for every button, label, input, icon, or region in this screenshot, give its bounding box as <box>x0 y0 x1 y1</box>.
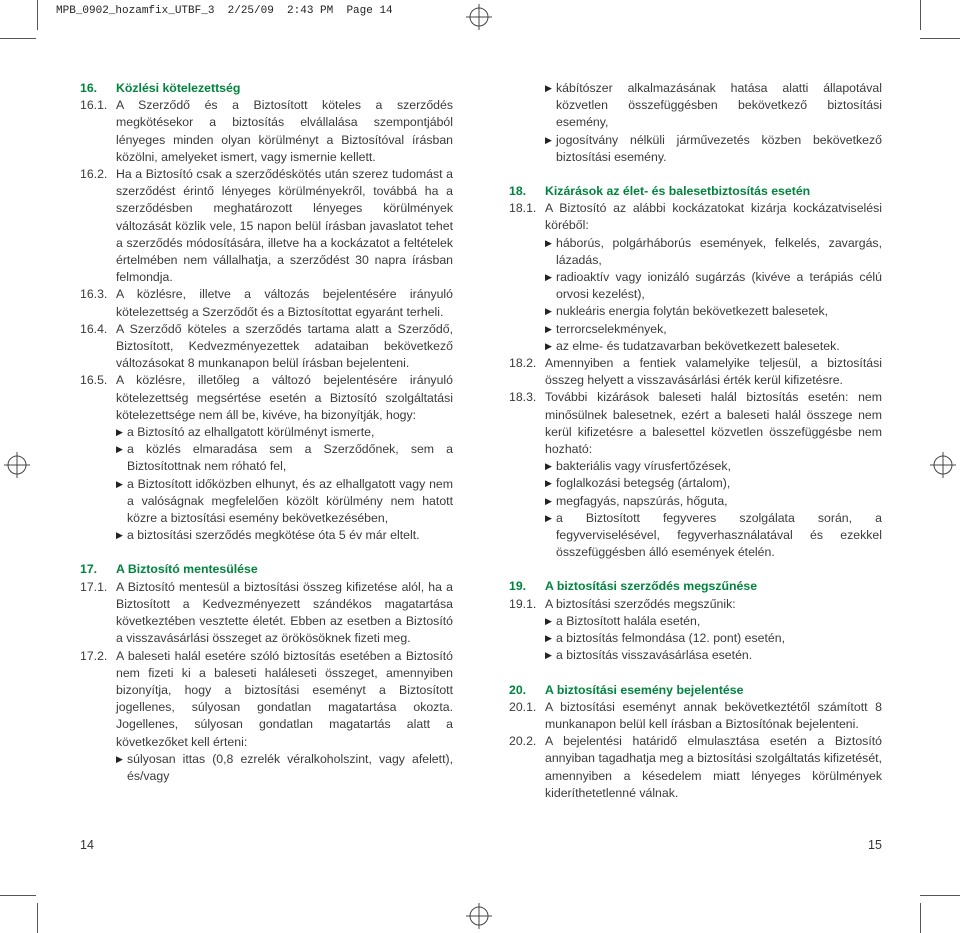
bullet-arrow-icon: ▶ <box>545 633 552 644</box>
clause-17-2: 17.2. A baleseti halál esetére szóló biztosítás esetében a Biztosító nem fizeti ki a baleseti haláleseti összeget, amennyiben bizonyítja, hogy a biztosítási eseményt a Biztosított jogellenes, súlyosan gondatlan magatartása okozta. Jogellenes, súlyosan gondatlan magatartás alatt a következőket kell érteni: <box>80 648 453 749</box>
crop-mark <box>920 903 921 933</box>
clause-20-2: 20.2. A bejelentési határidő elmulasztása esetén a Biztosító annyiban tagadhatja meg a biztosítási szolgáltatás kifizetését, amennyiben a késedelem miatt lényeges körülmények kideríthetetlenné válnak. <box>509 734 882 800</box>
bullet-item: ▶ a Biztosító az elhallgatott körülményt ismerte, <box>116 424 453 441</box>
bullet-arrow-icon: ▶ <box>545 134 552 145</box>
clause-20-1: 20.1. A biztosítási eseményt annak bekövetkeztétől számított 8 munkanapon belül kell írásban a Biztosítónak bejelenteni. <box>509 699 882 731</box>
crop-mark <box>0 38 36 39</box>
bullet-arrow-icon: ▶ <box>545 340 552 351</box>
bullet-arrow-icon: ▶ <box>545 495 552 506</box>
clause-17-1: 17.1. A Biztosító mentesül a biztosítási összeg kifizetése alól, ha a Biztosított a Kedvezményezett szándékos magatartása következtében vesztette életét. Ebben az esetben a Biztosító a visszavásárlási összeget az örökösöknek fizeti meg. <box>80 579 453 646</box>
crop-mark <box>37 903 38 933</box>
clause-19-1: 19.1. A biztosítási szerződés megszűnik: <box>509 596 736 611</box>
bullet-item: ▶ bakteriális vagy vírusfertőzések, <box>545 458 882 475</box>
bullet-item: ▶ háborús, polgárháborús események, felkelés, zavargás, lázadás, <box>545 235 882 269</box>
right-column <box>509 80 882 802</box>
bullet-item: ▶ kábítószer alkalmazásának hatása alatti állapotával közvetlen összefüggésben bekövetkező biztosítási esemény, <box>545 80 882 132</box>
page-number-right: 15 <box>868 838 882 852</box>
section-heading-17: 17. A Biztosító mentesülése <box>80 561 453 578</box>
bullet-item: ▶ a Biztosított időközben elhunyt, és az elhallgatott vagy nem a valóságnak megfelelően közölt körülmény nem hatott közre a biztosítási esemény bekövetkezésében, <box>116 476 453 528</box>
crop-mark <box>920 0 921 30</box>
bullet-item: ▶ jogosítvány nélküli járművezetés közben bekövetkező biztosítási esemény. <box>545 132 882 166</box>
page-number-left: 14 <box>80 838 94 852</box>
registration-mark-icon <box>4 452 30 478</box>
bullet-item: ▶ a közlés elmaradása sem a Szerződőnek, sem a Biztosítottnak nem róható fel, <box>116 441 453 475</box>
left-column <box>80 80 453 785</box>
crop-mark <box>920 895 960 896</box>
section-title: Közlési kötelezettség <box>116 81 241 95</box>
bullet-arrow-icon: ▶ <box>545 650 552 661</box>
clause-16-1: 16.1. A Szerződő és a Biztosított köteles a szerződés megkötésekor a biztosítás elvállalása szempontjából lényeges minden olyan körülményt a Biztosítóval írásban közölni, amelyeket ismert, vagy ismernie kellett. <box>80 98 453 164</box>
clause-16-5: 16.5. A közlésre, illetőleg a változó bejelentésére irányuló kötelezettség megsértése esetén a Biztosító szolgáltatási kötelezettsége nem áll be, kivéve, ha bizonyítják, hogy: <box>80 373 453 422</box>
crop-mark <box>37 0 38 30</box>
section-title: A Biztosító mentesülése <box>116 562 258 577</box>
clause-16-2: 16.2. Ha a Biztosító csak a szerződéskötés után szerez tudomást a szerződést érintő lényeges körülményekről, továbbá ha a szerződésben meghatározott lényeges körülmények változását közlik vele, 15 napon belül írásban javaslatot tehet a szerződés módosítására, illetve ha a kockázatot a feltételek értelmében nem vállalhatja, a szerződést 30 napra írásban felmondja. <box>80 167 453 285</box>
clause-18-1: 18.1. A Biztosító az alábbi kockázatokat kizárja kockázatviselési köréből: <box>509 201 882 233</box>
bullet-item: ▶ terrorcselekmények, <box>545 321 882 338</box>
bullet-item: ▶ foglalkozási betegség (ártalom), <box>545 475 882 492</box>
bullet-item: ▶ súlyosan ittas (0,8 ezrelék véralkoholszint, vagy afelett), és/vagy <box>116 751 453 785</box>
bullet-item: ▶ a Biztosított halála esetén, <box>545 613 882 630</box>
section-heading-18: 18. Kizárások az élet- és balesetbiztosítás esetén <box>509 183 882 200</box>
clause-18-3: 18.3. További kizárások baleseti halál biztosítás esetén: nem minősülnek balesetnek, ezért a baleseti halál összege nem kerül kifizetésre a balesettel közvetlen összefüggésbe nem hozható: <box>509 390 882 457</box>
bullet-item: ▶ megfagyás, napszúrás, hőguta, <box>545 493 882 510</box>
bullet-item: ▶ radioaktív vagy ionizáló sugárzás (kivéve a terápiás célú orvosi kezelést), <box>545 269 882 303</box>
bullet-item: ▶ nukleáris energia folytán bekövetkezett balesetek, <box>545 303 882 320</box>
registration-mark-icon <box>930 452 956 478</box>
crop-mark <box>0 895 36 896</box>
bullet-arrow-icon: ▶ <box>545 323 552 334</box>
bullet-arrow-icon: ▶ <box>116 530 123 541</box>
bullet-arrow-icon: ▶ <box>116 427 123 438</box>
bullet-item: ▶ a biztosítás visszavásárlása esetén. <box>545 647 882 664</box>
bullet-arrow-icon: ▶ <box>545 306 552 317</box>
bullet-arrow-icon: ▶ <box>116 478 123 489</box>
bullet-arrow-icon: ▶ <box>545 83 552 93</box>
registration-mark-icon <box>466 903 492 929</box>
crop-mark <box>920 38 960 39</box>
bullet-item: ▶ a biztosítási szerződés megkötése óta 5 év már eltelt. <box>116 527 453 544</box>
bullet-arrow-icon: ▶ <box>545 272 552 283</box>
bullet-arrow-icon: ▶ <box>545 237 552 248</box>
registration-mark-icon <box>466 4 492 30</box>
section-heading-16: 16. Közlési kötelezettség <box>80 80 453 97</box>
section-title: A biztosítási esemény bejelentése <box>545 682 744 697</box>
bullet-arrow-icon: ▶ <box>545 461 552 472</box>
clause-16-4: 16.4. A Szerződő köteles a szerződés tartama alatt a Szerződő, Biztosított, Kedvezményezettek adataiban bekövetkező változásokat 8 munkanapon belül írásban bejelenteni. <box>80 321 453 371</box>
bullet-arrow-icon: ▶ <box>545 512 552 523</box>
bullet-arrow-icon: ▶ <box>545 478 552 489</box>
clause-16-3: 16.3. A közlésre, illetve a változás bejelentésére irányuló kötelezettség a Szerződőt és a Biztosítottat egyaránt terheli. <box>80 287 453 319</box>
section-heading-19: 19. A biztosítási szerződés megszűnése <box>509 578 882 595</box>
clause-18-2: 18.2. Amennyiben a fentiek valamelyike teljesül, a biztosítási összeg helyett a visszavásárlási érték kerül kifizetésre. <box>509 356 882 388</box>
section-heading-20: 20. A biztosítási esemény bejelentése <box>509 682 882 699</box>
bullet-arrow-icon: ▶ <box>116 753 123 764</box>
section-title: A biztosítási szerződés megszűnése <box>545 579 758 594</box>
bullet-arrow-icon: ▶ <box>545 615 552 626</box>
print-slug: MPB_0902_hozamfix_UTBF_3 2/25/09 2:43 PM Page 14 <box>56 5 393 17</box>
bullet-item: ▶ az elme- és tudatzavarban bekövetkezett balesetek. <box>545 338 882 355</box>
bullet-item: ▶ a biztosítás felmondása (12. pont) esetén, <box>545 630 882 647</box>
bullet-arrow-icon: ▶ <box>116 444 123 455</box>
section-title: Kizárások az élet- és balesetbiztosítás esetén <box>545 184 811 199</box>
bullet-item: ▶ a Biztosított fegyveres szolgálata során, a fegyverviselésével, fegyverhasználatával és ezekkel összefüggésben álló események ételén. <box>545 510 882 562</box>
